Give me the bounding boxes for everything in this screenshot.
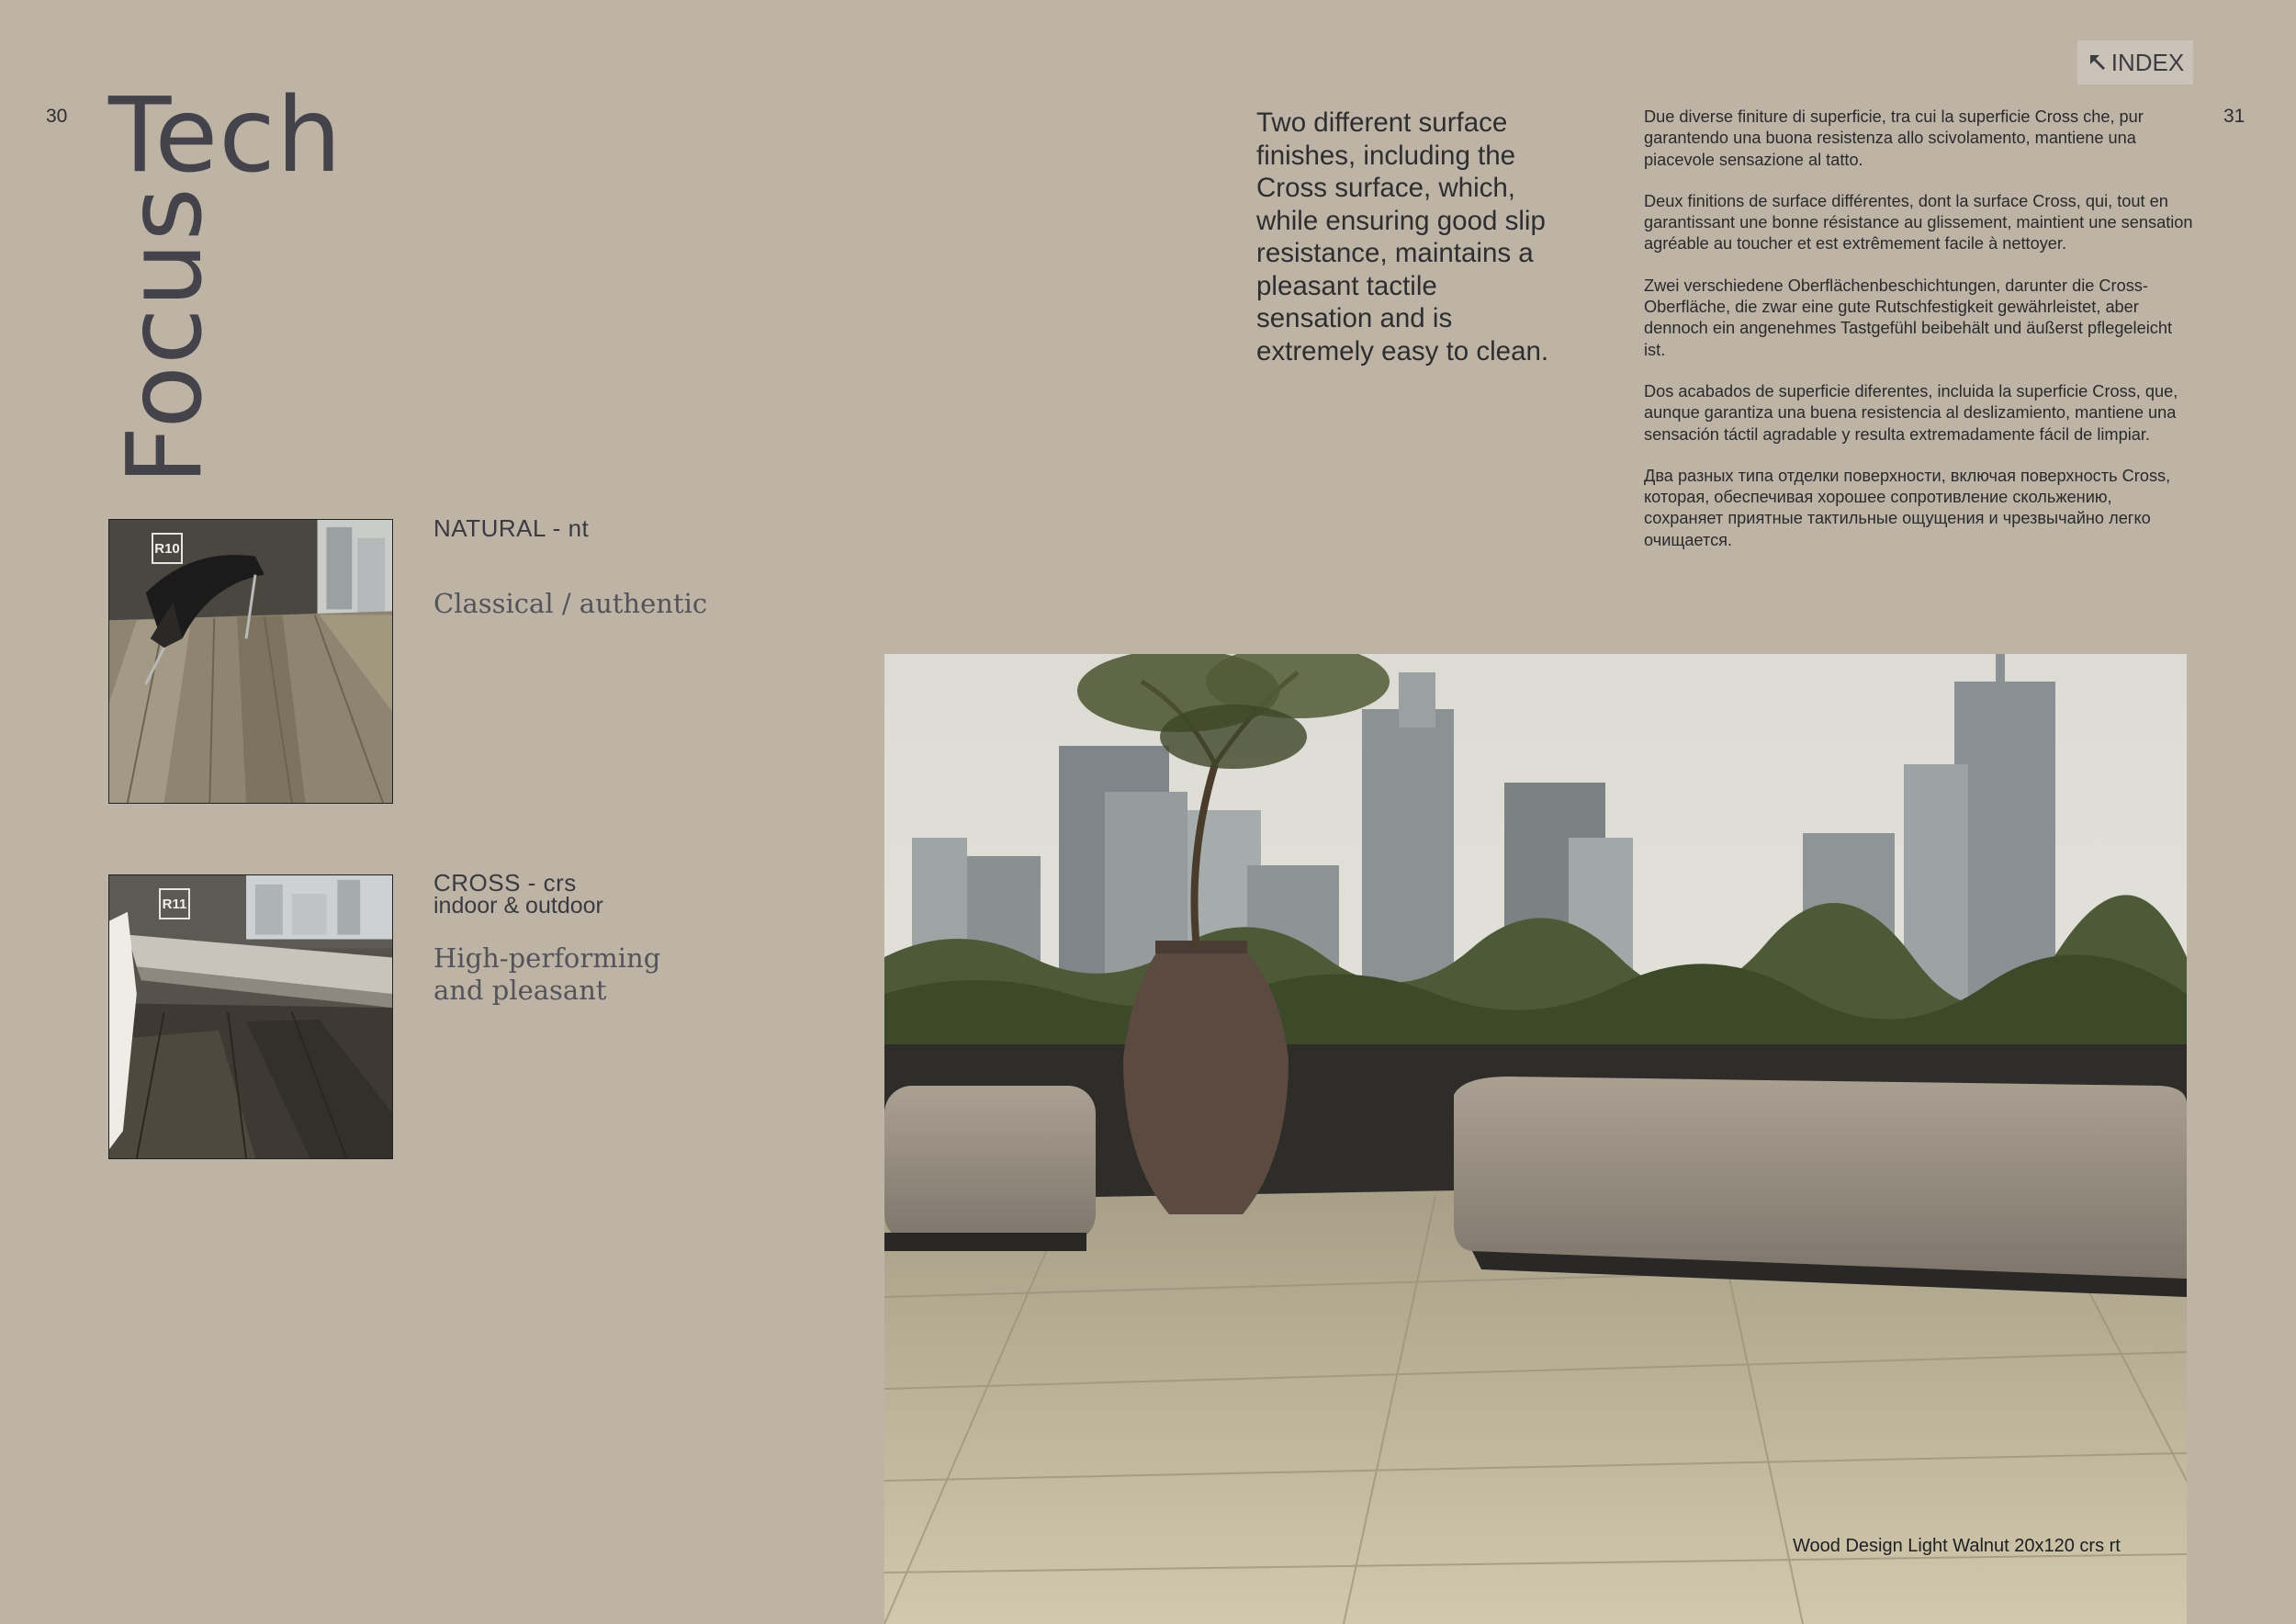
cross-tagline-line1: High-performing	[433, 942, 661, 974]
translation-spanish: Dos acabados de superficie diferentes, incluida la superficie Cross, que, aunque garantiza una buena resistencia al deslizamiento, mantiene una sensación táctil agradable y resulta extremadamente fácil de limpiar.	[1644, 381, 2178, 444]
index-button[interactable]	[2077, 40, 2193, 85]
natural-finish-tagline: Classical / authentic	[433, 588, 708, 619]
translation-french: Deux finitions de surface différentes, dont la surface Cross, qui, tout en garantissant une bonne résistance au glissement, maintient une sensation agréable au toucher et est extrêmement facile à nettoyer.	[1644, 191, 2193, 254]
page-number-right: 31	[2223, 106, 2245, 127]
photo-caption: Wood Design Light Walnut 20x120 crs rt	[1793, 1536, 2121, 1556]
terrace-photo	[884, 654, 2187, 1624]
intro-paragraph: Two different surface finishes, including the Cross surface, which, while ensuring good slip resistance, maintains a pleasant tactile sensation and is extremely easy to clean.	[1256, 107, 1549, 367]
natural-finish-thumbnail	[108, 519, 393, 804]
page-number-left: 30	[46, 106, 68, 127]
translation-italian: Due diverse finiture di superficie, tra cui la superficie Cross che, pur garantendo una buona resistenza allo scivolamento, mantiene una piacevole sensazione al tatto.	[1644, 107, 2144, 169]
title-focus: Focus	[106, 186, 225, 485]
translation-russian: Два разных типа отделки поверхности, включая поверхность Cross, которая, обеспечивая хорошее сопротивление скольжению, сохраняет приятные тактильные ощущения и чрезвычайно легко очищается.	[1644, 466, 2171, 549]
slip-rating-badge: R10	[152, 533, 183, 564]
cross-finish-tagline	[433, 942, 660, 1007]
arrow-up-left-icon	[2087, 51, 2109, 73]
natural-finish-name: NATURAL - nt	[433, 514, 590, 542]
slip-rating-badge: R11	[159, 888, 190, 919]
index-label: INDEX	[2110, 48, 2185, 76]
translations-block	[1644, 107, 2195, 571]
cross-finish-subtitle: indoor & outdoor	[433, 893, 603, 919]
translation-german: Zwei verschiedene Oberflächenbeschichtungen, darunter die Cross-Oberfläche, die zwar eine gute Rutschfestigkeit gewährleistet, aber dennoch ein angenehmes Tastgefühl beibehält und äußerst pflegeleicht ist.	[1644, 276, 2173, 359]
title-focus-wrapper	[101, 186, 230, 485]
cross-finish-thumbnail	[108, 874, 393, 1159]
title-tech: Tech	[108, 76, 343, 196]
cross-tagline-line2: and pleasant	[433, 975, 607, 1006]
cross-finish-name: CROSS - crs	[433, 869, 577, 897]
